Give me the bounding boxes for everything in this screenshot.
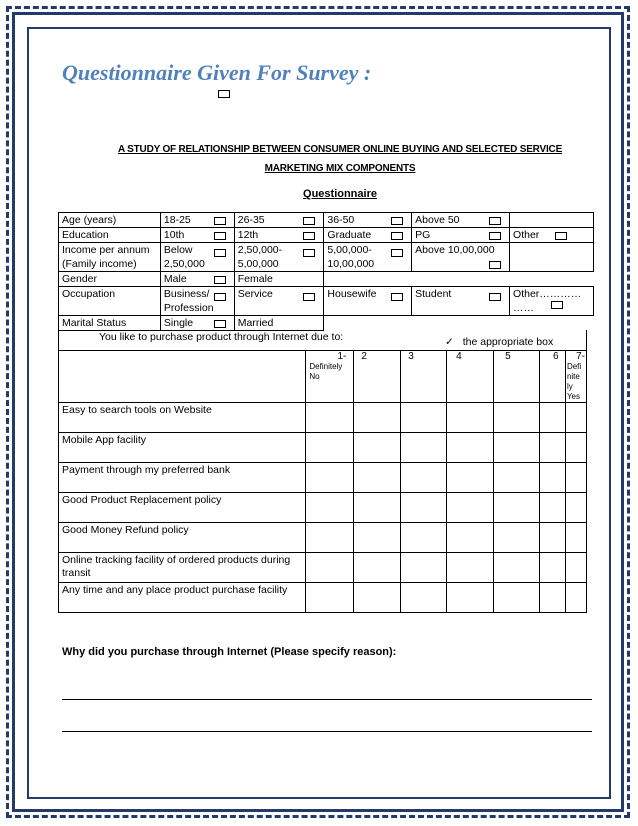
rating-scale-row xyxy=(59,351,587,403)
rating-instruction xyxy=(445,336,553,348)
marital-option-label: Married xyxy=(237,317,274,329)
income-label xyxy=(59,243,161,272)
rating-cell[interactable] xyxy=(565,403,586,433)
empty-cell xyxy=(324,316,594,331)
rating-cell[interactable] xyxy=(539,583,565,613)
study-title-line2: MARKETING MIX COMPONENTS xyxy=(264,163,416,174)
table-row xyxy=(59,493,587,523)
rating-cell[interactable] xyxy=(565,583,586,613)
rating-prompt-cell xyxy=(59,330,587,351)
occupation-row xyxy=(59,287,594,316)
income-2-5lakh-checkbox[interactable] xyxy=(303,249,315,257)
scale-number: 1- xyxy=(337,351,347,362)
rating-cell[interactable] xyxy=(401,463,447,493)
scale-label: Definitely xyxy=(309,362,343,371)
table-row xyxy=(59,583,587,613)
rating-cell[interactable] xyxy=(401,523,447,553)
occupation-option-label: …… xyxy=(513,302,535,314)
occupation-option-label: Service xyxy=(237,288,273,300)
table-row xyxy=(59,433,587,463)
income-option-label: 10,00,000 xyxy=(327,258,375,270)
scale-label: No xyxy=(309,372,320,381)
scale-col-6 xyxy=(539,351,565,403)
rating-cell[interactable] xyxy=(354,553,401,583)
scale-label: Defi xyxy=(566,362,582,371)
rating-cell[interactable] xyxy=(354,403,401,433)
rating-cell[interactable] xyxy=(539,523,565,553)
rating-prompt: You like to purchase product through Internet due to: xyxy=(99,331,344,343)
rating-cell[interactable] xyxy=(539,463,565,493)
statement-label: Any time and any place product purchase facility xyxy=(59,583,306,613)
scale-empty-cell xyxy=(59,351,306,403)
table-row xyxy=(59,553,587,583)
empty-cell xyxy=(510,213,594,228)
age-option-label: 26-35 xyxy=(237,214,265,226)
scale-col-4 xyxy=(447,351,494,403)
scale-number: 4 xyxy=(456,351,462,362)
scale-number: 5 xyxy=(505,351,511,362)
education-pg-checkbox[interactable] xyxy=(489,232,501,240)
rating-cell[interactable] xyxy=(306,433,354,463)
empty-cell xyxy=(510,243,594,272)
rating-cell[interactable] xyxy=(447,403,494,433)
education-label: Education xyxy=(59,228,161,243)
rating-cell[interactable] xyxy=(494,463,540,493)
rating-cell[interactable] xyxy=(539,433,565,463)
income-label-line: Income per annum xyxy=(62,244,150,256)
marital-label: Marital Status xyxy=(59,316,161,331)
marital-row xyxy=(59,316,594,331)
occupation-business-checkbox[interactable] xyxy=(214,293,226,301)
age-18-25-checkbox[interactable] xyxy=(214,217,226,225)
rating-table xyxy=(58,330,587,613)
income-above-10lakh-checkbox[interactable] xyxy=(489,261,501,269)
rating-cell[interactable] xyxy=(354,493,401,523)
scale-col-7 xyxy=(565,351,586,403)
rating-cell[interactable] xyxy=(447,583,494,613)
scale-number: 6 xyxy=(552,351,559,362)
rating-cell[interactable] xyxy=(494,523,540,553)
age-label: Age (years) xyxy=(59,213,161,228)
statement-label: Online tracking facility of ordered products during transit xyxy=(59,553,306,583)
occupation-option-label: Business/ xyxy=(163,288,210,300)
income-option-label: Above 10,00,000 xyxy=(415,244,495,256)
rating-cell[interactable] xyxy=(401,553,447,583)
rating-cell[interactable] xyxy=(354,433,401,463)
gender-label: Gender xyxy=(59,272,161,287)
scale-number: 3 xyxy=(408,351,414,362)
reason-answer-line-1[interactable] xyxy=(62,699,592,700)
income-option-label: Below xyxy=(163,244,193,256)
occupation-housewife-checkbox[interactable] xyxy=(391,293,403,301)
rating-cell[interactable] xyxy=(494,553,540,583)
income-label-line: (Family income) xyxy=(62,258,137,270)
rating-cell[interactable] xyxy=(494,493,540,523)
income-below-checkbox[interactable] xyxy=(214,249,226,257)
income-5-10lakh-checkbox[interactable] xyxy=(391,249,403,257)
statement-label: Easy to search tools on Website xyxy=(59,403,306,433)
reason-answer-line-2[interactable] xyxy=(62,731,592,732)
reason-question: Why did you purchase through Internet (Please specify reason): xyxy=(62,646,397,658)
table-row xyxy=(59,403,587,433)
gender-row xyxy=(59,272,594,287)
education-10th-checkbox[interactable] xyxy=(214,232,226,240)
rating-cell[interactable] xyxy=(494,403,540,433)
rating-cell[interactable] xyxy=(354,583,401,613)
education-option-label: Graduate xyxy=(327,229,372,241)
table-row xyxy=(59,523,587,553)
rating-cell[interactable] xyxy=(306,403,354,433)
age-option-label: Above 50 xyxy=(415,214,460,226)
title-checkbox[interactable] xyxy=(218,90,230,98)
age-row xyxy=(59,213,594,228)
education-12th-checkbox[interactable] xyxy=(303,232,315,240)
rating-cell[interactable] xyxy=(565,523,586,553)
rating-cell[interactable] xyxy=(306,463,354,493)
occupation-other-checkbox[interactable] xyxy=(551,301,563,309)
scale-col-3 xyxy=(401,351,447,403)
scale-number: 7- xyxy=(576,351,585,362)
statement-label: Good Product Replacement policy xyxy=(59,493,306,523)
scale-label: Yes xyxy=(566,392,581,401)
rating-cell[interactable] xyxy=(354,463,401,493)
rating-cell[interactable] xyxy=(494,433,540,463)
age-above-50-checkbox[interactable] xyxy=(489,217,501,225)
scale-col-5 xyxy=(494,351,540,403)
age-option-label: 18-25 xyxy=(163,214,191,226)
rating-cell[interactable] xyxy=(539,403,565,433)
rating-cell[interactable] xyxy=(306,553,354,583)
rating-cell[interactable] xyxy=(401,493,447,523)
questionnaire-heading: Questionnaire xyxy=(303,188,377,200)
occupation-option-label: Student xyxy=(415,288,452,300)
gender-option-label: Male xyxy=(163,273,187,285)
tick-instruction-text: the appropriate box xyxy=(462,336,554,348)
education-option-label: PG xyxy=(415,229,431,241)
statement-label: Good Money Refund policy xyxy=(59,523,306,553)
occupation-student-checkbox[interactable] xyxy=(489,293,501,301)
income-option-label: 5,00,000- xyxy=(327,244,372,256)
marital-option-label: Single xyxy=(163,317,194,329)
education-option-label: 12th xyxy=(237,229,259,241)
rating-cell[interactable] xyxy=(354,523,401,553)
rating-cell[interactable] xyxy=(306,523,354,553)
education-other-checkbox[interactable] xyxy=(555,232,567,240)
rating-cell[interactable] xyxy=(539,553,565,583)
age-26-35-checkbox[interactable] xyxy=(303,217,315,225)
age-36-50-checkbox[interactable] xyxy=(391,217,403,225)
occupation-service-checkbox[interactable] xyxy=(303,293,315,301)
demographics-table xyxy=(58,212,594,331)
study-title xyxy=(60,140,620,178)
rating-cell[interactable] xyxy=(447,493,494,523)
rating-cell[interactable] xyxy=(539,493,565,523)
empty-cell xyxy=(324,272,594,287)
rating-cell[interactable] xyxy=(306,583,354,613)
education-graduate-checkbox[interactable] xyxy=(391,232,403,240)
income-option-label: 2,50,000- xyxy=(237,244,283,256)
occupation-option-label: Profession xyxy=(163,302,214,314)
table-row xyxy=(59,463,587,493)
statement-label: Payment through my preferred bank xyxy=(59,463,306,493)
rating-cell[interactable] xyxy=(306,493,354,523)
occupation-option-label: Other………… xyxy=(513,288,582,300)
scale-label: ly xyxy=(566,382,573,391)
rating-cell[interactable] xyxy=(447,523,494,553)
statement-label: Mobile App facility xyxy=(59,433,306,463)
income-option-label: 2,50,000 xyxy=(163,258,205,270)
rating-prompt-row xyxy=(59,330,587,351)
scale-number: 2 xyxy=(361,351,367,362)
scale-label: nite xyxy=(566,372,580,381)
rating-cell[interactable] xyxy=(447,433,494,463)
page-title: Questionnaire Given For Survey : xyxy=(62,60,372,85)
check-icon: ✓ xyxy=(445,336,454,348)
gender-option-label: Female xyxy=(237,273,273,285)
education-row xyxy=(59,228,594,243)
age-option-label: 36-50 xyxy=(327,214,355,226)
rating-cell[interactable] xyxy=(565,493,586,523)
rating-cell[interactable] xyxy=(447,553,494,583)
study-title-line1: A STUDY OF RELATIONSHIP BETWEEN CONSUMER ONLINE BUYING AND SELECTED SERVICE xyxy=(117,144,563,155)
income-option-label: 5,00,000 xyxy=(237,258,279,270)
education-option-label: Other xyxy=(513,229,540,241)
rating-cell[interactable] xyxy=(565,433,586,463)
education-option-label: 10th xyxy=(163,229,185,241)
scale-col-2 xyxy=(354,351,401,403)
rating-cell[interactable] xyxy=(565,463,586,493)
rating-cell[interactable] xyxy=(401,403,447,433)
scale-col-1 xyxy=(306,351,354,403)
rating-cell[interactable] xyxy=(401,583,447,613)
income-row xyxy=(59,243,594,272)
marital-single-checkbox[interactable] xyxy=(214,320,226,328)
rating-cell[interactable] xyxy=(447,463,494,493)
occupation-label: Occupation xyxy=(59,287,161,316)
rating-cell[interactable] xyxy=(565,553,586,583)
gender-male-checkbox[interactable] xyxy=(214,276,226,284)
rating-cell[interactable] xyxy=(401,433,447,463)
rating-cell[interactable] xyxy=(494,583,540,613)
occupation-option-label: Housewife xyxy=(327,288,377,300)
